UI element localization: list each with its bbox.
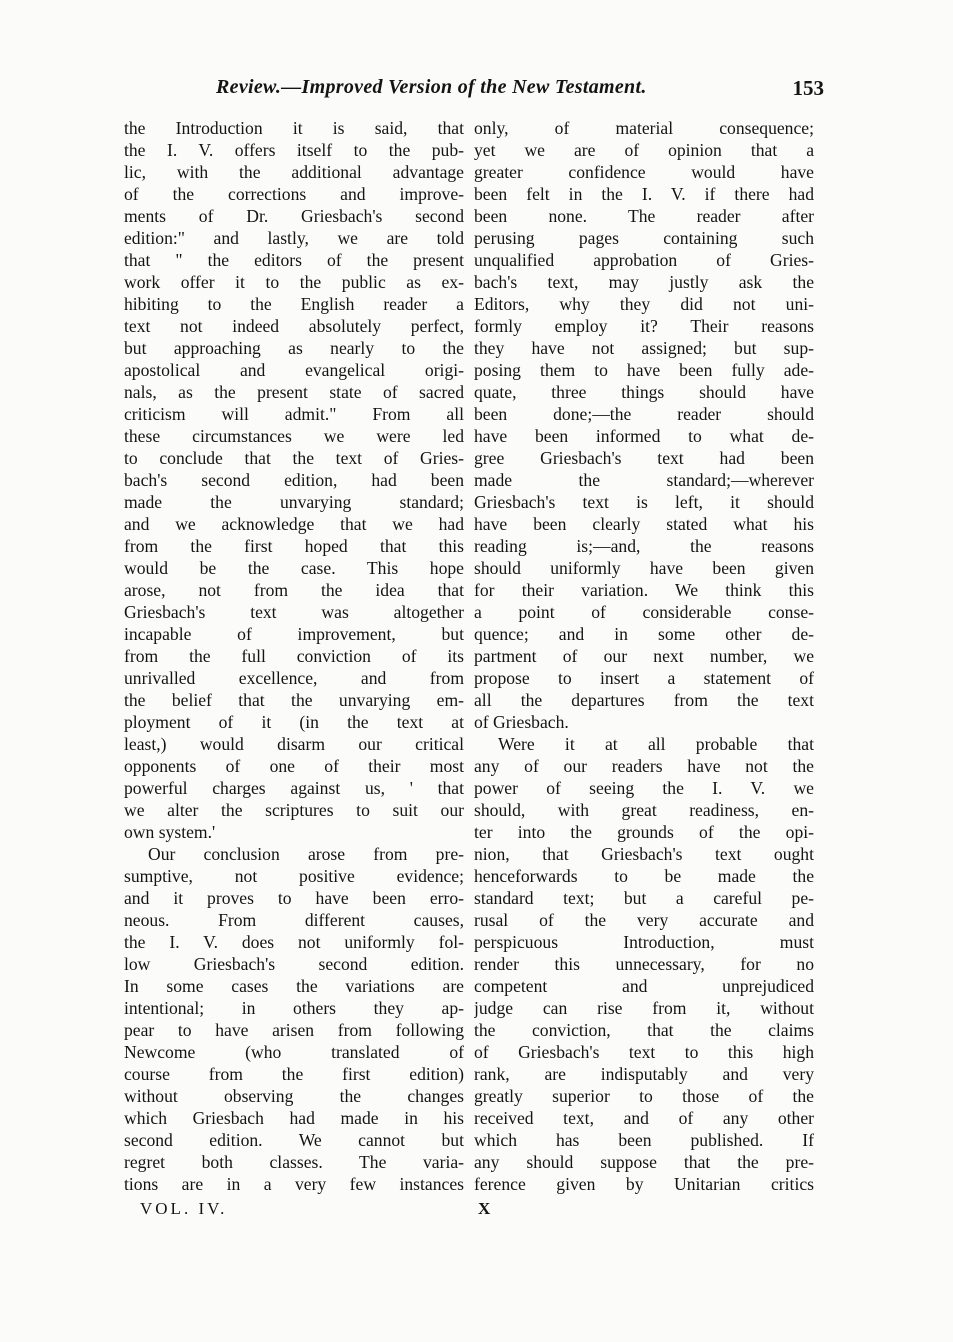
text-line: any of our readers have not the [474,756,814,776]
text-line: henceforwards to be made the [474,866,814,886]
text-line: Our conclusion arose from pre- [148,844,464,864]
running-header [124,76,824,106]
text-line: the I. V. offers itself to the pub- [124,140,464,160]
text-line: formly employ it? Their reasons [474,316,814,336]
text-line: the Introduction it is said, that [124,118,464,138]
text-line: In some cases the variations are [124,976,464,996]
text-line: neous. From different causes, [124,910,464,930]
text-line: propose to insert a statement of [474,668,814,688]
text-line: ployment of it (in the text at [124,712,464,732]
text-line: have been clearly stated what his [474,514,814,534]
text-line: rank, are indisputably and very [474,1064,814,1084]
text-line: quence; and in some other de- [474,624,814,644]
text-line: of Griesbach's text to this high [474,1042,814,1062]
text-line: would be the case. This hope [124,558,464,578]
text-line: all the departures from the text [474,690,814,710]
text-line: made the unvarying standard; [124,492,464,512]
text-line: been none. The reader after [474,206,814,226]
page-number: 153 [792,76,824,100]
text-line: a point of considerable conse- [474,602,814,622]
text-line: tions are in a very few instances [124,1174,464,1194]
text-line: ments of Dr. Griesbach's second [124,206,464,226]
text-line: standard text; but a careful pe- [474,888,814,908]
text-line: only, of material consequence; [474,118,814,138]
text-line: unqualified approbation of Gries- [474,250,814,270]
text-line: from the full conviction of its [124,646,464,666]
running-title: Review.—Improved Version of the New Testament. [216,76,647,98]
text-line: which Griesbach had made in his [124,1108,464,1128]
text-line: posing them to have been fully ade- [474,360,814,380]
text-line: nion, that Griesbach's text ought [474,844,814,864]
text-line: Griesbach's text is left, it should [474,492,814,512]
text-line: greater confidence would have [474,162,814,182]
text-line: should uniformly have been given [474,558,814,578]
text-line: greatly superior to those of the [474,1086,814,1106]
text-line: pear to have arisen from following [124,1020,464,1040]
text-line: second edition. We cannot but [124,1130,464,1150]
text-line: Editors, why they did not uni- [474,294,814,314]
text-line: work offer it to the public as ex- [124,272,464,292]
text-line: the belief that the unvarying em- [124,690,464,710]
text-line: powerful charges against us, ' that [124,778,464,798]
text-line: any should suppose that the pre- [474,1152,814,1172]
text-line: have been informed to what de- [474,426,814,446]
text-line: incapable of improvement, but [124,624,464,644]
text-line: the conviction, that the claims [474,1020,814,1040]
left-column [124,117,464,1195]
text-line: been done;—the reader should [474,404,814,424]
text-line: and we acknowledge that we had [124,514,464,534]
printer-signature-mark: X [478,1199,491,1218]
text-line: ter into the grounds of the opi- [474,822,814,842]
text-line: own system.' [124,822,216,842]
text-line: opponents of one of their most [124,756,464,776]
text-line: rusal of the very accurate and [474,910,814,930]
text-line: and it proves to have been erro- [124,888,464,908]
text-line: lic, with the additional advantage [124,162,464,182]
text-line: criticism will admit." From all [124,404,464,424]
text-line: competent and unprejudiced [474,976,814,996]
text-line: quate, three things should have [474,382,814,402]
text-line: Newcome (who translated of [124,1042,464,1062]
text-line: received text, and of any other [474,1108,814,1128]
text-line: text not indeed absolutely perfect, [124,316,464,336]
text-line: of the corrections and improve- [124,184,464,204]
right-column [474,117,814,1195]
text-line: course from the first edition) [124,1064,464,1084]
text-line: sumptive, not positive evidence; [124,866,464,886]
text-line: power of seeing the I. V. we [474,778,814,798]
text-line: low Griesbach's second edition. [124,954,464,974]
text-line: regret both classes. The varia- [124,1152,464,1172]
text-line: least,) would disarm our critical [124,734,464,754]
text-line: made the standard;—wherever [474,470,814,490]
text-line: we alter the scriptures to suit our [124,800,464,820]
text-line: render this unnecessary, for no [474,954,814,974]
text-line: which has been published. If [474,1130,814,1150]
text-line: gree Griesbach's text had been [474,448,814,468]
text-line: of Griesbach. [474,712,569,732]
text-line: judge can rise from it, without [474,998,814,1018]
text-line: perspicuous Introduction, must [474,932,814,952]
text-line: hibiting to the English reader a [124,294,464,314]
text-line: Were it at all probable that [498,734,814,754]
text-line: intentional; in others they ap- [124,998,464,1018]
text-line: reading is;—and, the reasons [474,536,814,556]
text-line: these circumstances we were led [124,426,464,446]
text-line: partment of our next number, we [474,646,814,666]
text-line: nals, as the present state of sacred [124,382,464,402]
text-line: should, with great readiness, en- [474,800,814,820]
text-line: arose, not from the idea that [124,580,464,600]
text-line: that " the editors of the present [124,250,464,270]
text-line: bach's text, may justly ask the [474,272,814,292]
text-line: bach's second edition, had been [124,470,464,490]
text-line: the I. V. does not uniformly fol- [124,932,464,952]
text-line: been felt in the I. V. if there had [474,184,814,204]
text-line: they have not assigned; but sup- [474,338,814,358]
text-line: yet we are of opinion that a [474,140,814,160]
page-footer [0,1199,953,1225]
text-line: perusing pages containing such [474,228,814,248]
text-line: for their variation. We think this [474,580,814,600]
text-line: to conclude that the text of Gries- [124,448,464,468]
text-line: Griesbach's text was altogether [124,602,464,622]
text-line: without observing the changes [124,1086,464,1106]
text-line: from the first hoped that this [124,536,464,556]
text-line: ference given by Unitarian critics [474,1174,814,1194]
volume-number: VOL. IV. [140,1199,228,1218]
text-line: unrivalled excellence, and from [124,668,464,688]
text-line: apostolical and evangelical origi- [124,360,464,380]
text-line: edition:" and lastly, we are told [124,228,464,248]
text-line: but approaching as nearly to the [124,338,464,358]
